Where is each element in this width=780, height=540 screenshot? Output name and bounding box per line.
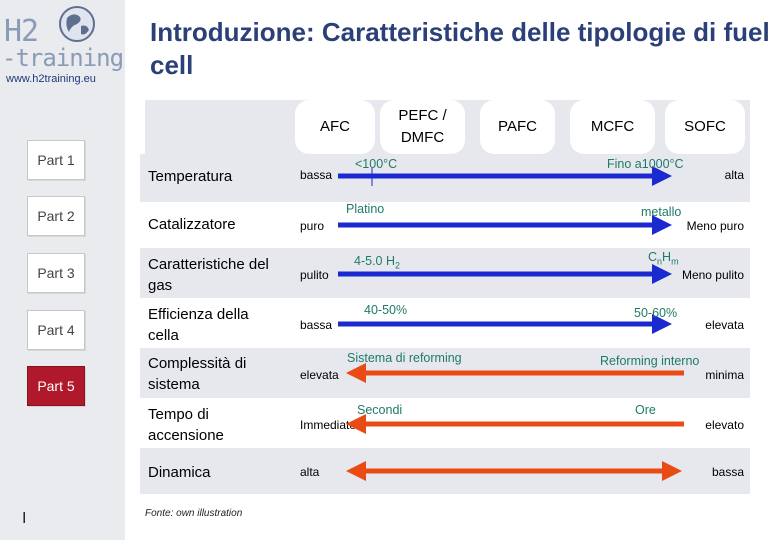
annot-gas-right-sub-n: n [657,256,663,267]
annot-eff-right: 50-60% [634,306,678,320]
annot-comp-left: Sistema di reforming [347,351,462,365]
row-label-efficienza: Efficienza della cella [148,306,249,344]
logo-training: -training [2,44,124,72]
column-sofc: SOFC [665,100,745,154]
annot-gas-right-sub-m: m [671,256,679,267]
left-label: elevata [300,368,339,382]
annot-cat-right: metallo [641,205,682,219]
left-label: bassa [300,318,333,332]
row-label-catalizzatore: Catalizzatore [148,216,236,233]
row-label-temperatura: Temperatura [148,168,233,185]
left-label: Immediato [300,418,357,432]
annot-temp-right: Fino a1000°C [607,157,684,171]
column-pafc: PAFC [480,100,555,154]
annot-gas-left-text: 4-5.0 H [354,254,395,268]
right-label: Meno puro [686,219,744,233]
source-note: Fonte: own illustration [145,508,243,519]
right-label: bassa [711,465,744,479]
row-label-tempo: Tempo di accensione [148,406,224,444]
right-label: elevata [705,318,744,332]
left-label: alta [300,465,320,479]
annot-gas-right-c: C [648,250,658,264]
row-label-complessita: Complessità di sistema [148,355,247,393]
part-2-button[interactable]: Part 2 [27,196,85,236]
row-label-gas: Caratteristiche del gas [148,256,269,294]
left-label: puro [300,219,325,233]
annot-gas-left-sub: 2 [395,260,401,271]
right-label: elevato [705,418,744,432]
column-afc: AFC [295,100,375,154]
logo-h2: H2 [4,14,39,49]
part-3-button[interactable]: Part 3 [27,253,85,293]
left-label: pulito [300,268,329,282]
annot-comp-right: Reforming interno [600,354,700,368]
annot-tempo-left: Secondi [357,403,403,417]
annot-gas-right-h: H [662,250,672,264]
column-mcfc: MCFC [570,100,655,154]
annot-tempo-right: Ore [635,403,656,417]
annot-gas-right [648,250,679,267]
annot-gas-left [354,254,400,271]
logo-url[interactable]: www.h2training.eu [6,73,96,85]
left-label: bassa [300,168,333,182]
right-label: alta [724,168,744,182]
row-label-dinamica: Dinamica [148,464,211,481]
part-4-button[interactable]: Part 4 [27,310,85,350]
annot-eff-left: 40-50% [364,303,408,317]
part-1-button[interactable]: Part 1 [27,140,85,180]
page-number: I [22,510,27,527]
page-title: Introduzione: Caratteristiche delle tipologie di fuel cell [150,17,770,80]
right-label: minima [705,368,744,382]
part-5-button[interactable]: Part 5 [27,366,85,406]
annot-temp-left: <100°C [355,157,398,171]
column-pefc: PEFC / DMFC [380,100,465,154]
right-label: Meno pulito [681,268,744,282]
annot-cat-left: Platino [346,202,385,216]
